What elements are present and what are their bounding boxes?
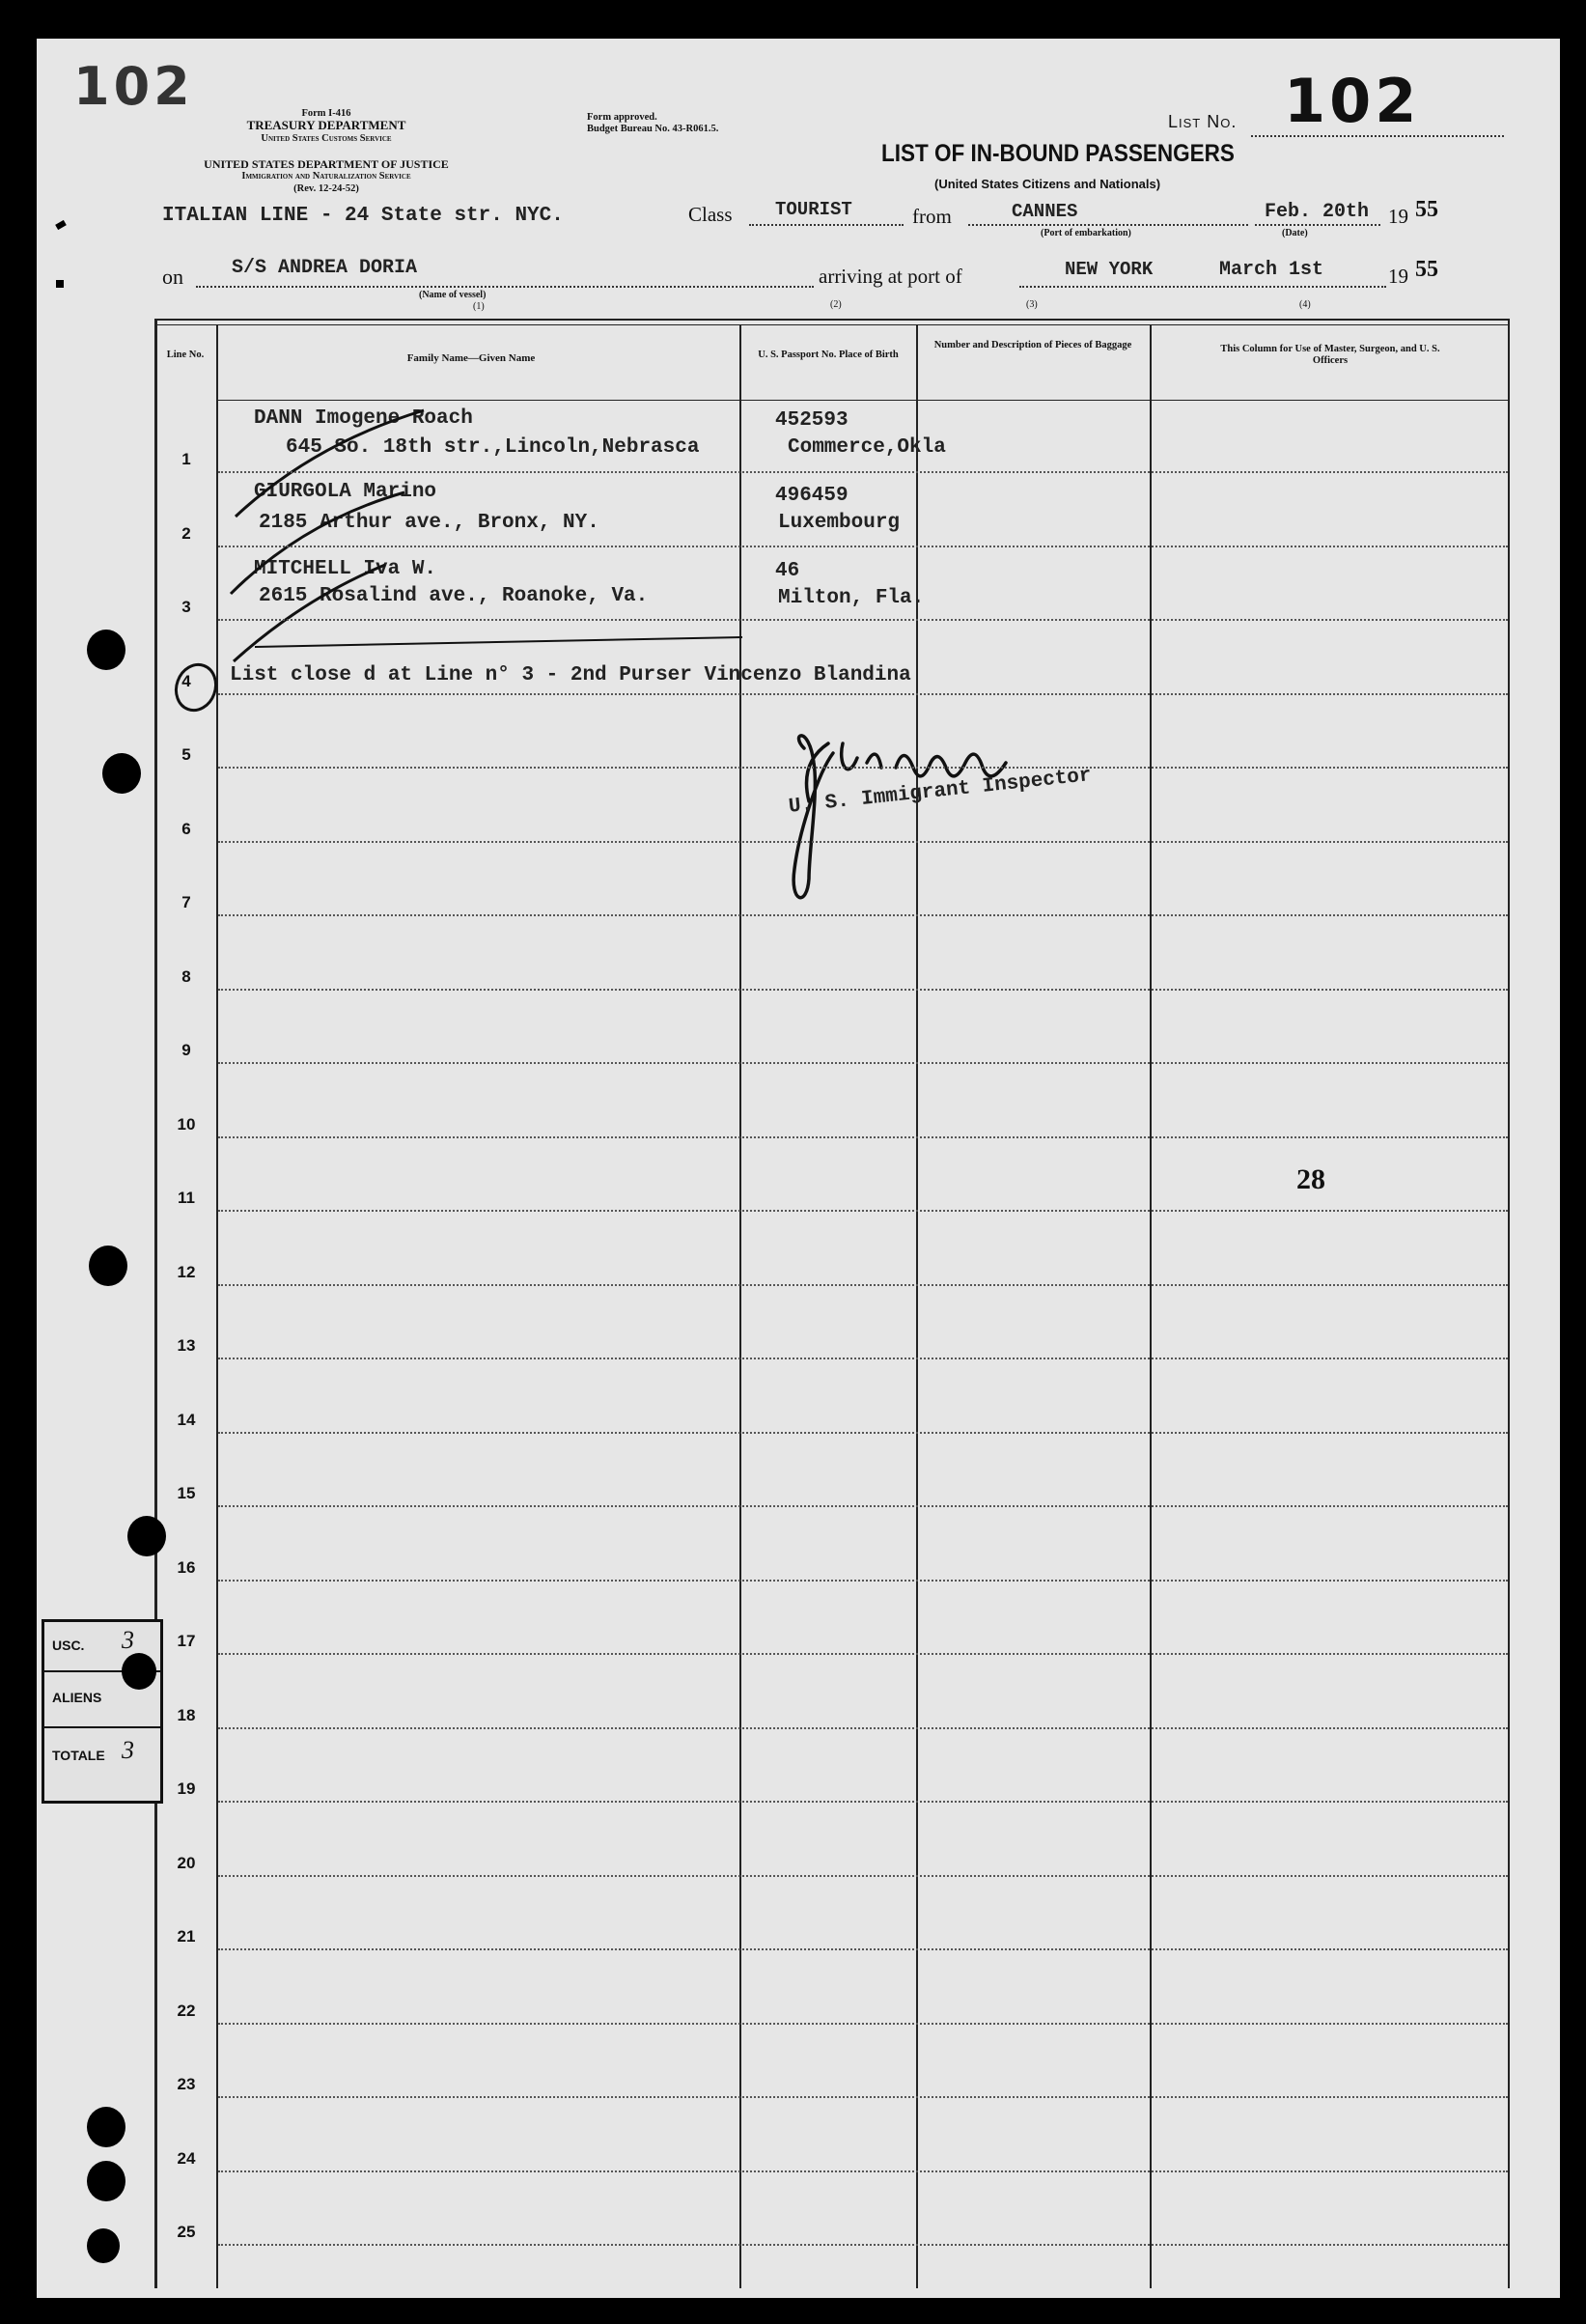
row-line [218,1727,1508,1729]
caption-4: (4) [1299,299,1311,310]
punch-hole [122,1653,156,1690]
passenger-2-birthplace: Luxembourg [778,512,901,534]
row-line [218,1284,1508,1286]
total-value: 3 [122,1736,134,1764]
line-number: 22 [177,2002,196,2020]
punch-hole [87,2161,125,2201]
line-number: 3 [181,598,191,616]
line-number: 9 [181,1041,191,1059]
passenger-3-address: 2615 Rosalind ave., Roanoke, Va. [259,585,649,607]
arriving-label: arriving at port of [819,265,962,288]
row-line [218,1580,1508,1582]
closing-note: List close d at Line n° 3 - 2nd Purser Vincenzo Blandina [230,664,911,686]
line-number: 15 [177,1484,196,1502]
ins-service: Immigration and Naturalization Service [241,171,411,182]
line-number: 4 [181,672,191,690]
row-line [218,2244,1508,2246]
date-caption: (Date) [1282,228,1308,238]
line-number: 19 [177,1779,196,1798]
row-line [218,693,1508,695]
manifest-page [37,39,1560,2298]
class-value: TOURIST [775,199,852,220]
row-line [218,2170,1508,2172]
line-number: 25 [177,2223,196,2241]
year-prefix-2: 19 [1388,265,1408,288]
list-no-label: List No. [1168,112,1238,131]
form-approved: Form approved. [587,112,657,123]
class-label: Class [688,203,733,226]
from-label: from [912,205,952,228]
form-number: Form I-416 [301,108,351,119]
vessel-name: S/S ANDREA DORIA [232,257,418,279]
line-number: 11 [178,1189,195,1207]
shipping-line: ITALIAN LINE - 24 State str. NYC. [162,205,564,227]
punch-hole [102,753,141,794]
passenger-1-passport: 452593 [775,409,849,432]
col-officers: This Column for Use of Master, Surgeon, and U. S. Officers [1220,344,1440,366]
line-number: 14 [177,1411,196,1429]
passenger-1-address: 645 So. 18th str.,Lincoln,Nebrasca [286,436,700,459]
line-number: 2 [181,524,191,543]
line-number: 16 [177,1558,196,1577]
line-number: 6 [181,820,191,838]
arrival-port: NEW YORK [1065,259,1154,280]
line-number: 18 [177,1706,196,1724]
line-number: 17 [177,1632,196,1650]
caption-2: (2) [830,299,842,310]
passenger-2-passport: 496459 [775,485,849,507]
justice-dept: UNITED STATES DEPARTMENT OF JUSTICE [204,157,449,171]
line-number: 1 [181,450,191,468]
budget-bureau: Budget Bureau No. 43-R061.5. [587,124,719,134]
row-line [218,1210,1508,1212]
row-line [218,1875,1508,1877]
row-line [218,1801,1508,1803]
aliens-label: ALIENS [52,1690,102,1705]
passenger-3-birthplace: Milton, Fla. [778,587,925,609]
passenger-1-name: DANN Imogene Roach [254,407,473,430]
row-line [218,1062,1508,1064]
passenger-3-name: MITCHELL Iva W. [254,558,437,580]
row-line [218,471,1508,473]
row-line [218,914,1508,916]
col-name: Family Name—Given Name [406,352,536,364]
form-title: LIST OF IN-BOUND PASSENGERS [881,140,1235,167]
row-line [218,546,1508,547]
inspector-caption: U. S. Immigrant Inspector [788,765,1093,819]
stamp-number-left: 102 [73,56,194,117]
passenger-2-address: 2185 Arthur ave., Bronx, NY. [259,512,599,534]
stamp-number-right: 102 [1284,66,1421,136]
line-number: 8 [181,967,191,986]
caption-1: (1) [473,301,485,312]
row-line [218,841,1508,843]
line-number: 5 [181,745,191,764]
embark-caption: (Port of embarkation) [1041,228,1131,238]
punch-hole [89,1246,127,1286]
row-line [218,1136,1508,1138]
passenger-2-name: GIURGOLA Marino [254,481,437,503]
total-label: TOTALE [52,1748,105,1763]
passenger-1-birthplace: Commerce,Okla [788,436,946,459]
punch-hole [87,2228,120,2263]
revision: (Rev. 12-24-52) [293,183,359,194]
col-line-no: Line No. [166,350,205,360]
year-value-1: 55 [1415,197,1438,222]
line-number: 7 [181,893,191,911]
col-passport: U. S. Passport No. Place of Birth [758,350,899,360]
strike-marks [216,367,757,676]
line-number: 20 [177,1854,196,1872]
vessel-caption: (Name of vessel) [419,290,487,300]
row-line [218,1432,1508,1434]
line-number: 23 [177,2075,196,2093]
row-line [218,989,1508,991]
customs-service: United States Customs Service [261,133,392,144]
year-prefix-1: 19 [1388,205,1408,228]
line-number: 10 [177,1115,196,1134]
passenger-3-passport: 46 [775,560,800,582]
on-label: on [162,265,183,289]
treasury-dept: TREASURY DEPARTMENT [246,118,406,132]
embark-port: CANNES [1012,201,1078,222]
page-number: 28 [1296,1163,1325,1195]
row-line [218,1358,1508,1359]
arrival-date: March 1st [1219,259,1324,281]
row-line [218,1653,1508,1655]
row-line [218,767,1508,769]
usc-value: 3 [122,1626,134,1654]
punch-hole [87,630,125,670]
row-line [218,2096,1508,2098]
year-value-2: 55 [1415,257,1438,282]
row-line [218,1505,1508,1507]
form-subtitle: (United States Citizens and Nationals) [934,177,1161,191]
col-baggage: Number and Description of Pieces of Baggage [933,340,1132,350]
row-line [218,1948,1508,1950]
row-line [218,619,1508,621]
line-number: 21 [177,1927,196,1946]
line-number: 13 [177,1336,196,1355]
usc-label: USC. [52,1638,85,1653]
embark-date: Feb. 20th [1265,201,1370,223]
row-line [218,2023,1508,2025]
line-number: 24 [177,2149,196,2168]
line-number: 12 [177,1263,196,1281]
punch-hole [127,1516,166,1556]
punch-hole [87,2107,125,2147]
caption-3: (3) [1026,299,1038,310]
citizen-count-box [42,1619,163,1804]
